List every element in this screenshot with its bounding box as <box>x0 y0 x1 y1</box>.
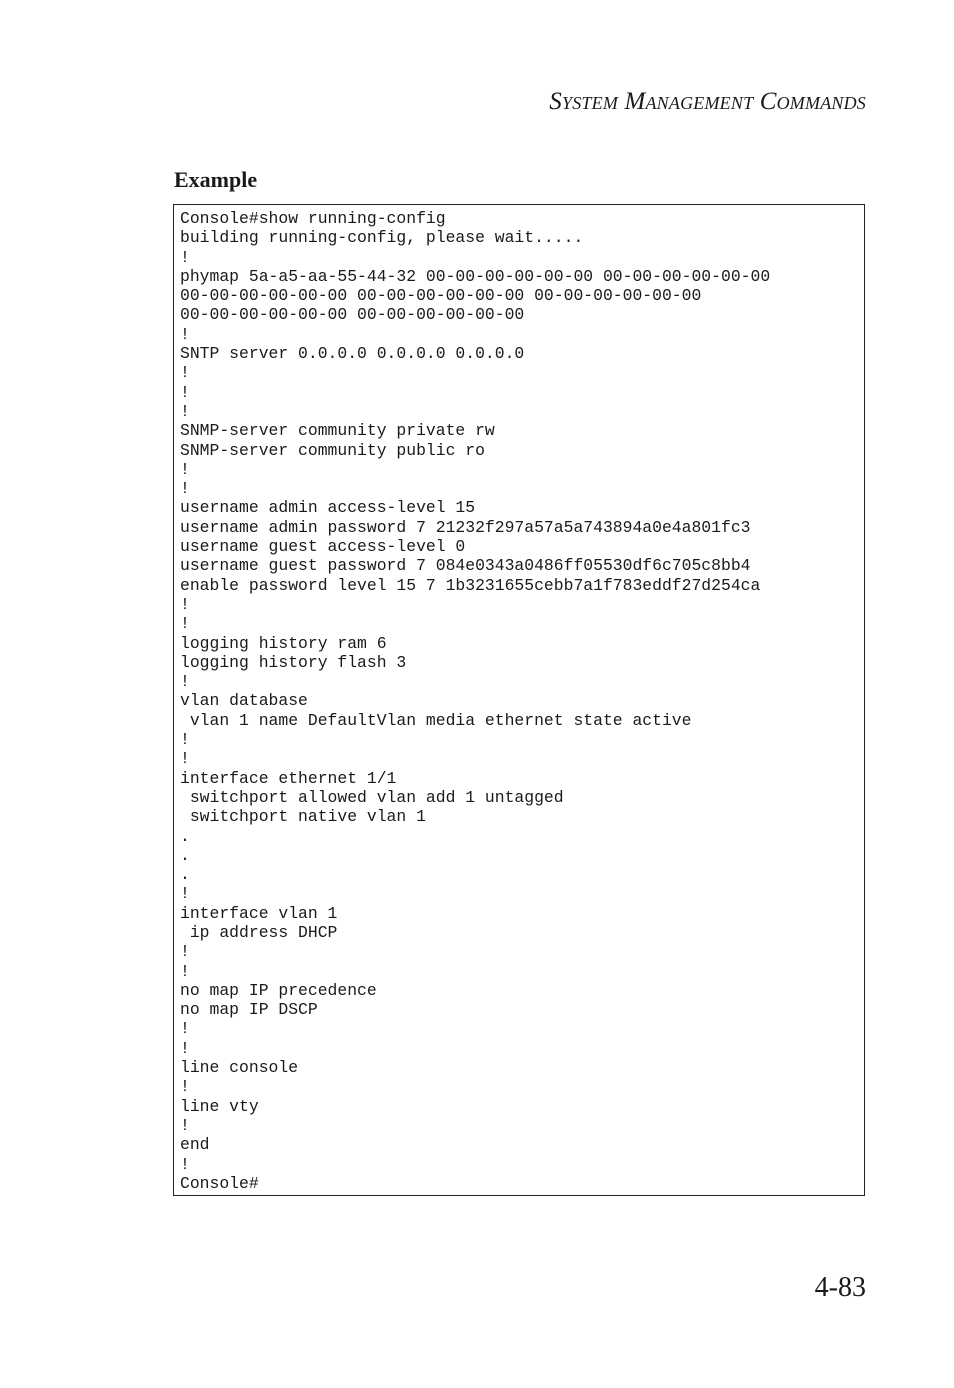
code-line: no map IP DSCP <box>180 1000 318 1020</box>
code-line: Console#show running-config <box>180 209 446 228</box>
code-line: ! <box>180 382 190 402</box>
code-line: 00-00-00-00-00-00 00-00-00-00-00-00 <box>180 305 525 325</box>
code-line: interface vlan 1 <box>180 903 338 923</box>
running-header: System Management Commands <box>549 88 866 115</box>
example-heading: Example <box>174 167 258 192</box>
code-line: ! <box>180 961 190 981</box>
code-lines <box>180 209 858 1193</box>
code-line: vlan 1 name DefaultVlan media ethernet state active <box>180 710 692 730</box>
code-line: line vty <box>180 1096 259 1116</box>
code-line: . <box>180 865 190 885</box>
code-line: ! <box>180 1077 190 1097</box>
code-line: 00-00-00-00-00-00 00-00-00-00-00-00 00-00-00-00-00-00 <box>180 286 702 306</box>
code-line: ! <box>180 324 190 344</box>
code-example-box <box>173 204 865 1196</box>
code-line: . <box>180 826 190 846</box>
code-line: ! <box>180 247 190 267</box>
code-line: username guest access-level 0 <box>180 537 466 557</box>
code-line: SNTP server 0.0.0.0 0.0.0.0 0.0.0.0 <box>180 344 525 364</box>
code-line: end <box>180 1135 210 1155</box>
code-line: ip address DHCP <box>180 922 338 942</box>
code-line: username guest password 7 084e0343a0486ff05530df6c705c8bb4 <box>180 556 751 576</box>
code-line: switchport native vlan 1 <box>180 807 426 827</box>
code-line: logging history ram 6 <box>180 633 387 653</box>
code-line: ! <box>180 363 190 383</box>
code-line: line console <box>180 1058 299 1078</box>
code-line: vlan database <box>180 691 308 711</box>
code-line: switchport allowed vlan add 1 untagged <box>180 787 564 807</box>
code-line: ! <box>180 594 190 614</box>
code-line: ! <box>180 672 190 692</box>
code-line: phymap 5a-a5-aa-55-44-32 00-00-00-00-00-00 00-00-00-00-00-00 <box>180 266 771 286</box>
code-line: ! <box>180 1154 190 1174</box>
code-line: Console# <box>180 1173 259 1193</box>
code-line: ! <box>180 401 190 421</box>
code-line: ! <box>180 614 190 634</box>
code-line: ! <box>180 1019 190 1039</box>
code-line: no map IP precedence <box>180 980 377 1000</box>
code-line: logging history flash 3 <box>180 652 407 672</box>
code-line: ! <box>180 884 190 904</box>
code-line: ! <box>180 1038 190 1058</box>
code-line: . <box>180 845 190 865</box>
code-line: enable password level 15 7 1b3231655cebb7a1f783eddf27d254ca <box>180 575 761 595</box>
code-line: ! <box>180 730 190 750</box>
code-line: ! <box>180 479 190 499</box>
code-line: username admin password 7 21232f297a57a5a743894a0e4a801fc3 <box>180 517 751 537</box>
code-line: ! <box>180 749 190 769</box>
code-line: ! <box>180 459 190 479</box>
code-line: username admin access-level 15 <box>180 498 476 518</box>
code-line: SNMP-server community private rw <box>180 421 495 441</box>
code-line: SNMP-server community public ro <box>180 440 485 460</box>
code-line: ! <box>180 942 190 962</box>
code-line: ! <box>180 1115 190 1135</box>
code-line: building running-config, please wait..... <box>180 228 584 248</box>
code-line: interface ethernet 1/1 <box>180 768 397 788</box>
page-number: 4-83 <box>814 1272 866 1303</box>
